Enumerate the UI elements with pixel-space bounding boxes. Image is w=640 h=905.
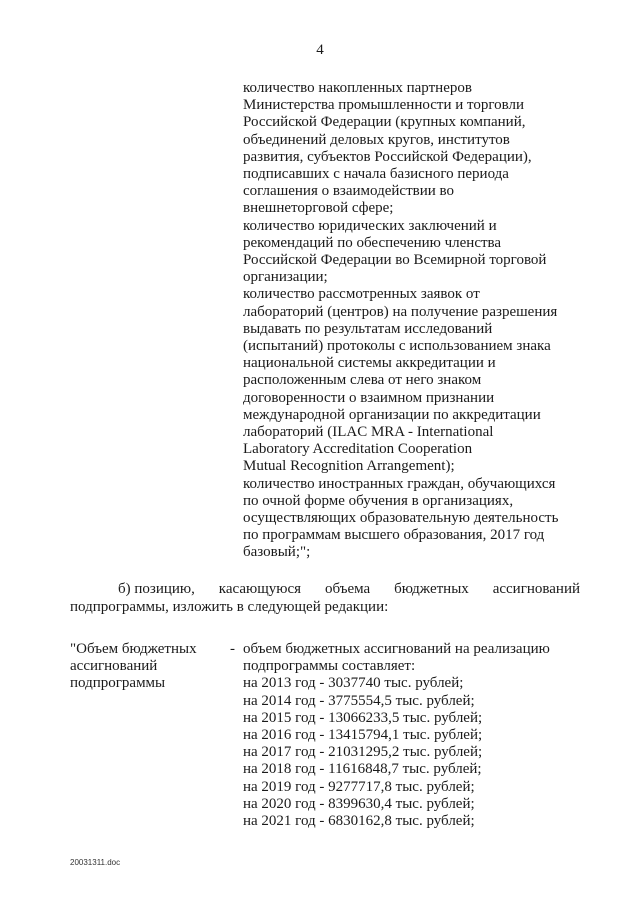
footer-file-code: 20031311.doc [70,858,121,867]
indicator-line: Laboratory Accreditation Cooperation [243,441,473,458]
budget-value-line: на 2017 год - 21031295,2 тыс. рублей; [243,744,483,761]
budget-value-line: на 2013 год - 3037740 тыс. рублей; [243,675,464,692]
budget-value-line: на 2019 год - 9277717,8 тыс. рублей; [243,778,475,795]
indicator-line: (испытаний) протоколы с использованием знака [243,338,551,355]
budget-table-label [70,641,220,693]
paragraph-b-word: б) позицию, [118,581,195,597]
indicator-line: базовый;"; [243,544,311,561]
paragraph-b-line2: подпрограммы, изложить в следующей редакции: [70,598,389,615]
indicator-line: количество рассмотренных заявок от [243,286,480,303]
budget-table-dash: - [230,641,235,657]
indicator-line: Российской Федерации (крупных компаний, [243,114,526,131]
indicator-line: подписавших с начала базисного периода [243,166,509,183]
indicator-line: осуществляющих образовательную деятельность [243,510,559,527]
budget-label-line: ассигнований [70,658,158,675]
budget-value-line: на 2018 год - 11616848,7 тыс. рублей; [243,761,482,778]
indicator-line: выдавать по результатам исследований [243,320,493,337]
budget-value-line: на 2021 год - 6830162,8 тыс. рублей; [243,813,475,830]
indicator-line: соглашения о взаимодействии во [243,183,455,200]
page-number: 4 [316,42,324,58]
indicator-line: лабораторий (ILAC MRA - International [243,424,494,441]
budget-value-line: объем бюджетных ассигнований на реализацию [243,641,550,657]
paragraph-b [70,581,580,616]
indicator-line: рекомендаций по обеспечению членства [243,234,502,251]
paragraph-b-word: объема [324,581,371,597]
budget-label-line: "Объем бюджетных [70,641,197,657]
budget-value-line: на 2016 год - 13415794,1 тыс. рублей; [243,727,483,744]
budget-label-line: подпрограммы [70,675,166,692]
paragraph-b-word: касающуюся [218,581,302,597]
budget-table-values [243,641,583,830]
indicator-line: международной организации по аккредитации [243,406,541,423]
indicator-line: договоренности о взаимном признании [243,389,495,406]
budget-value-line: на 2014 год - 3775554,5 тыс. рублей; [243,692,475,709]
indicator-line: внешнеторговой сфере; [243,200,394,217]
indicator-line: Российской Федерации во Всемирной торговой [243,252,547,269]
indicator-line: объединений деловых кругов, институтов [243,131,510,148]
budget-value-line: на 2015 год - 13066233,5 тыс. рублей; [243,709,483,726]
indicator-line: Министерства промышленности и торговли [243,97,525,114]
indicator-line: Mutual Recognition Arrangement); [243,458,455,475]
indicator-line: лабораторий (центров) на получение разрешения [243,303,558,320]
indicator-line: организации; [243,269,328,286]
budget-value-line: подпрограммы составляет: [243,658,416,675]
paragraph-b-word: ассигнований [492,581,580,597]
indicator-line: количество иностранных граждан, обучающихся [243,475,556,492]
indicator-line: по очной форме обучения в организациях, [243,492,514,509]
indicator-line: количество накопленных партнеров [243,80,472,96]
indicator-line: развития, субъектов Российской Федерации), [243,148,532,165]
indicator-line: количество юридических заключений и [243,217,497,234]
paragraph-b-line1 [70,581,580,599]
indicator-line: расположенным слева от него знаком [243,372,482,389]
budget-value-line: на 2020 год - 8399630,4 тыс. рублей; [243,795,475,812]
paragraph-b-word: бюджетных [394,581,469,597]
indicator-line: по программам высшего образования, 2017 год [243,527,545,544]
indicators-list [243,80,583,562]
indicator-line: национальной системы аккредитации и [243,355,496,372]
